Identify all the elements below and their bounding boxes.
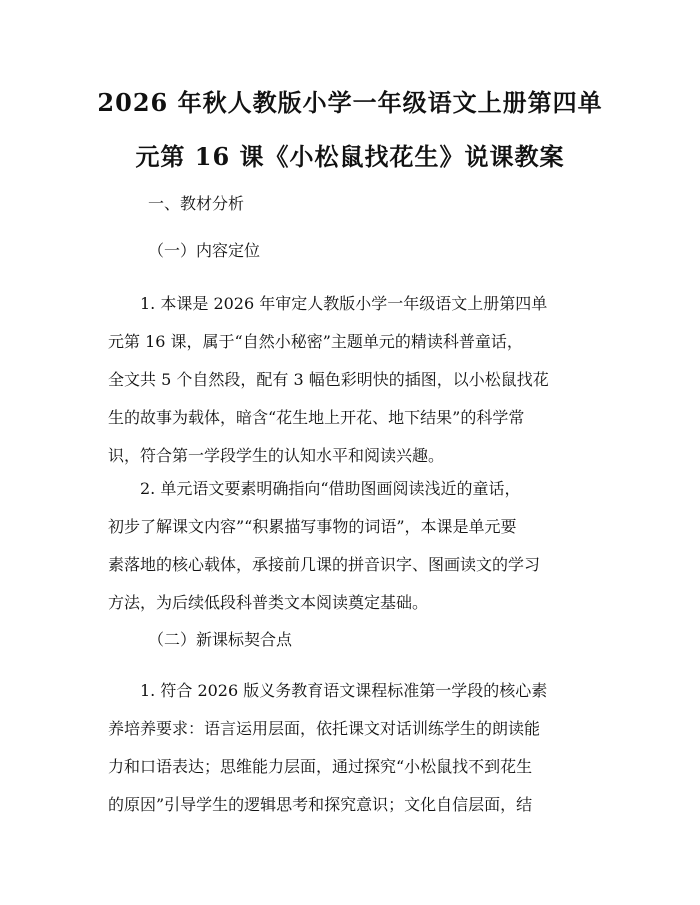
paragraph-2 [108,470,596,622]
subsection-heading-curriculum-alignment: （二）新课标契合点 [148,630,293,649]
paragraph-line: 的原因”引导学生的逻辑思考和探究意识；文化自信层面，结 [108,795,533,814]
paragraph-line: 识，符合第一学段学生的认知水平和阅读兴趣。 [108,446,445,465]
document-title [92,76,608,184]
paragraph-line: 素落地的核心载体，承接前几课的拼音识字、图画读文的学习 [108,555,541,574]
section-heading-textbook-analysis: 一、教材分析 [148,194,245,213]
paragraph-3 [108,672,596,824]
paragraph-line: 全文共 5 个自然段，配有 3 幅色彩明快的插图，以小松鼠找花 [108,370,549,389]
paragraph-line: 1. 符合 2026 版义务教育语文课程标准第一学段的核心素 [140,681,548,700]
paragraph-line: 方法，为后续低段科普类文本阅读奠定基础。 [108,593,429,612]
subsection-heading-content-positioning: （一）内容定位 [148,241,261,260]
title-line-2: 元第 16 课《小松鼠找花生》说课教案 [135,142,565,171]
paragraph-1 [108,285,596,475]
paragraph-line: 2. 单元语文要素明确指向“借助图画阅读浅近的童话， [140,479,521,498]
paragraph-line: 元第 16 课，属于“自然小秘密”主题单元的精读科普童话， [108,332,523,351]
paragraph-line: 力和口语表达；思维能力层面，通过探究“小松鼠找不到花生 [108,757,533,776]
paragraph-line: 生的故事为载体，暗含“花生地上开花、地下结果”的科学常 [108,408,525,427]
paragraph-line: 初步了解课文内容”“积累描写事物的词语”，本课是单元要 [108,517,517,536]
paragraph-line: 养培养要求：语言运用层面，依托课文对话训练学生的朗读能 [108,719,541,738]
paragraph-line: 1. 本课是 2026 年审定人教版小学一年级语文上册第四单 [140,294,548,313]
title-line-1: 2026 年秋人教版小学一年级语文上册第四单 [97,88,603,117]
